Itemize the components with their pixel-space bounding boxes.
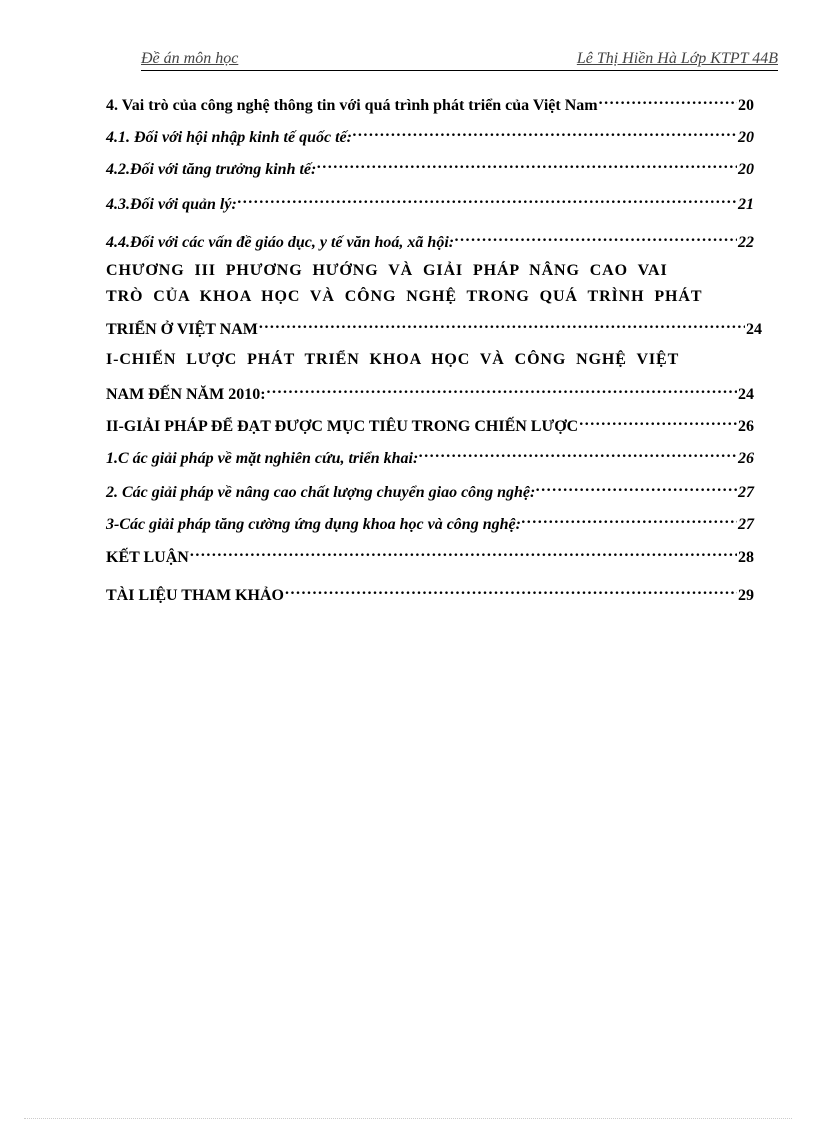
toc-leader-dots <box>317 154 737 174</box>
toc-entry-solutions[interactable] <box>106 411 754 437</box>
toc-page-number: 26 <box>738 418 754 435</box>
toc-leader-dots <box>267 379 737 399</box>
toc-entry-solution-2[interactable] <box>106 477 754 503</box>
toc-page-number: 28 <box>738 549 754 566</box>
toc-entry-text: II-GIẢI PHÁP ĐỂ ĐẠT ĐƯỢC MỤC TIÊU TRONG CHIẾN LƯỢC <box>106 418 579 435</box>
toc-entry-text: 3-Các giải pháp tăng cường ứng dụng khoa học và công nghệ: <box>106 516 521 533</box>
toc-leader-dots <box>579 411 737 431</box>
header-author: Lê Thị Hiền Hà Lớp KTPT 44B <box>576 50 778 67</box>
toc-entry-chapter-3-line-1: CHƯƠNG III PHƯƠNG HƯỚNG VÀ GIẢI PHÁP NÂNG CAO VAI <box>106 262 668 279</box>
toc-leader-dots <box>285 580 737 600</box>
toc-entry-text: 4.3.Đối với quản lý: <box>106 196 237 213</box>
toc-entry-references[interactable] <box>106 580 754 606</box>
toc-leader-dots <box>599 90 737 110</box>
toc-page-number: 27 <box>738 516 754 533</box>
toc-leader-dots <box>353 122 737 142</box>
toc-page-number: 27 <box>738 484 754 501</box>
toc-leader-dots <box>190 542 737 562</box>
page-header <box>141 50 778 71</box>
toc-entry-solution-1[interactable] <box>106 443 754 469</box>
toc-entry-strategy[interactable] <box>106 379 754 405</box>
header-course-title: Đề án môn học <box>141 50 239 67</box>
toc-page-number: 26 <box>738 450 754 467</box>
toc-leader-dots <box>259 314 745 334</box>
toc-entry-4[interactable] <box>106 90 754 116</box>
toc-leader-dots <box>536 477 737 497</box>
toc-page-number: 20 <box>738 97 754 114</box>
toc-page-number: 20 <box>738 161 754 178</box>
toc-entry-text: 4.2.Đối với tăng trưởng kinh tế: <box>106 161 317 178</box>
toc-page-number: 29 <box>738 587 754 604</box>
toc-entry-strategy-line-1: I-CHIẾN LƯỢC PHÁT TRIỂN KHOA HỌC VÀ CÔNG NGHỆ VIỆT <box>106 351 680 368</box>
toc-entry-4-2[interactable] <box>106 154 754 180</box>
toc-page-number: 24 <box>738 386 754 403</box>
toc-entry-solution-3[interactable] <box>106 509 754 535</box>
toc-page-number: 21 <box>738 196 754 213</box>
toc-page-number: 22 <box>738 234 754 251</box>
toc-entry-conclusion[interactable] <box>106 542 754 568</box>
page-bottom-divider <box>24 1118 792 1119</box>
toc-leader-dots <box>238 189 737 209</box>
toc-entry-text: 4. Vai trò của công nghệ thông tin với quá trình phát triển của Việt Nam <box>106 97 598 114</box>
toc-entry-chapter-3[interactable] <box>106 314 762 340</box>
toc-entry-text: NAM ĐẾN NĂM 2010: <box>106 386 266 403</box>
toc-entry-4-1[interactable] <box>106 122 754 148</box>
toc-entry-4-4[interactable] <box>106 227 754 253</box>
toc-leader-dots <box>455 227 737 247</box>
toc-entry-text: 4.4.Đối với các vấn đề giáo dục, y tế văn hoá, xã hội: <box>106 234 455 251</box>
toc-leader-dots <box>419 443 737 463</box>
toc-entry-chapter-3-line-2: TRÒ CỦA KHOA HỌC VÀ CÔNG NGHỆ TRONG QUÁ TRÌNH PHÁT <box>106 288 703 305</box>
toc-entry-text: KẾT LUẬN <box>106 549 189 566</box>
toc-entry-text: 1.C ác giải pháp về mặt nghiên cứu, triển khai: <box>106 450 419 467</box>
toc-page-number: 24 <box>746 321 762 338</box>
toc-entry-text: TRIỂN Ở VIỆT NAM <box>106 321 258 338</box>
toc-entry-text: 4.1. Đối với hội nhập kinh tế quốc tế: <box>106 129 352 146</box>
toc-page-number: 20 <box>738 129 754 146</box>
toc-entry-4-3[interactable] <box>106 189 754 215</box>
toc-leader-dots <box>522 509 737 529</box>
toc-entry-text: 2. Các giải pháp về nâng cao chất lượng chuyển giao công nghệ: <box>106 484 536 501</box>
toc-entry-text: TÀI LIỆU THAM KHẢO <box>106 587 284 604</box>
